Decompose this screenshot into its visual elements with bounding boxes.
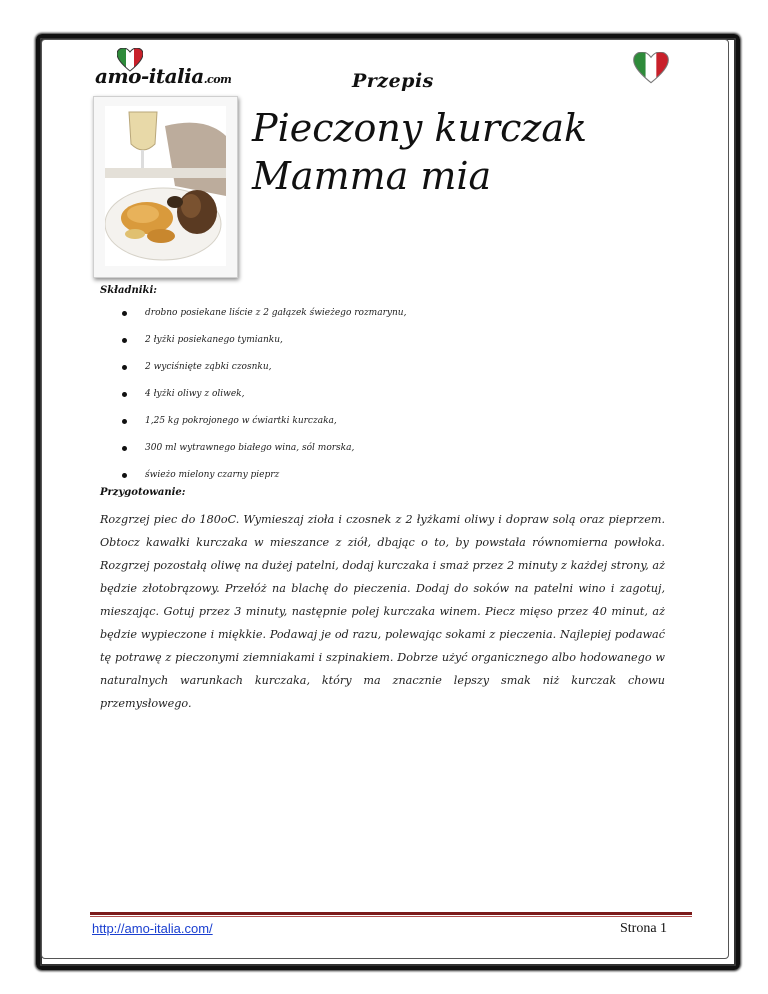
bullet-icon xyxy=(122,311,127,316)
preparation-heading: Przygotowanie: xyxy=(100,487,186,498)
list-item: 2 wyciśnięte ząbki czosnku, xyxy=(100,354,660,381)
list-item: świeżo mielony czarny pieprz xyxy=(100,462,660,489)
bullet-icon xyxy=(122,419,127,424)
list-item: drobno posiekane liście z 2 gałązek świeżego rozmarynu, xyxy=(100,300,660,327)
list-item: 2 łyżki posiekanego tymianku, xyxy=(100,327,660,354)
site-logo[interactable] xyxy=(95,48,230,96)
bullet-icon xyxy=(122,338,127,343)
recipe-title-line2: Mamma mia xyxy=(252,154,492,198)
footer-divider xyxy=(90,912,692,915)
recipe-photo xyxy=(93,96,238,278)
logo-text: amo-italia.com xyxy=(95,64,232,88)
list-item: 300 ml wytrawnego białego wina, sól morska, xyxy=(100,435,660,462)
bullet-icon xyxy=(122,365,127,370)
footer-link[interactable]: http://amo-italia.com/ xyxy=(92,921,213,936)
recipe-title-line1: Pieczony kurczak xyxy=(252,106,588,150)
bullet-icon xyxy=(122,446,127,451)
bullet-icon xyxy=(122,473,127,478)
ingredients-heading: Składniki: xyxy=(100,285,157,296)
section-label-przepis: Przepis xyxy=(352,70,434,92)
bullet-icon xyxy=(122,392,127,397)
preparation-text: Rozgrzej piec do 180oC. Wymieszaj zioła i czosnek z 2 łyżkami oliwy i dopraw solą oraz pieprzem. Obtocz kawałki kurczaka w mieszance z ziół, dbając o to, by powstała równomierna powłoka. Rozgrzej pozostałą oliwę na dużej patelni, dodaj kurczaka i smaż przez 2 minuty z każdej strony, aż będzie złotobrązowy. Przełóż na blachę do pieczenia. Dodaj do soków na patelni wino i zagotuj, mieszając. Gotuj przez 3 minuty, następnie polej kurczaka winem. Piecz mięso przez 40 minut, aż będzie wypieczone i miękkie. Podawaj je od razu, polewając sokami z pieczenia. Najlepiej podawać tę potrawę z pieczonymi ziemniakami i szpinakiem. Dobrze użyć organicznego albo hodowanego w naturalnych warunkach kurczaka, który ma znacznie lepszy smak niż kurczak chowu przemysłowego. xyxy=(100,513,665,710)
page-number: Strona 1 xyxy=(620,921,668,936)
ingredients-list xyxy=(100,300,660,489)
list-item: 4 łyżki oliwy z oliwek, xyxy=(100,381,660,408)
italy-flag-heart-icon xyxy=(633,52,669,88)
recipe-title xyxy=(252,104,692,200)
footer-divider-thin xyxy=(90,916,692,917)
list-item: 1,25 kg pokrojonego w ćwiartki kurczaka, xyxy=(100,408,660,435)
